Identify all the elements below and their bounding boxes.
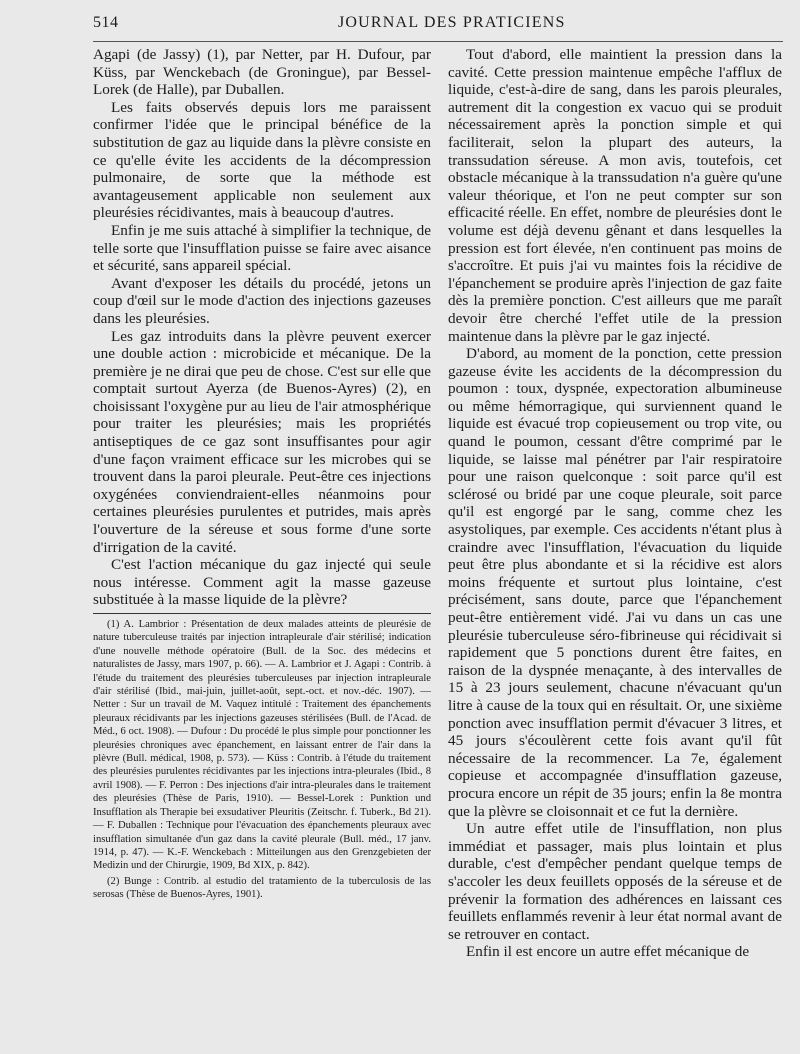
- running-title: JOURNAL DES PRATICIENS: [338, 14, 566, 31]
- page-header: [93, 14, 783, 38]
- paragraph: Agapi (de Jassy) (1), par Netter, par H. Dufour, par Küss, par Wenckebach (de Groningue), par Bessel-Lorek (de Halle), par Duballen.: [93, 46, 431, 99]
- footnote-rule: [93, 613, 431, 614]
- paragraph: D'abord, au moment de la ponction, cette pression gazeuse évite les accidents de la décompression du poumon : toux, dyspnée, expectoration albumineuse ou même hémorragique, qui surviennent quand le liquide est évacué trop copieusement ou trop vite, ou quand le poumon, cessant d'être comprimé par le liquide, se laisse mal pénétrer par l'air respiratoire pour une raison quelconque : soit parce qu'il est sclérosé ou bridé par une coque pleurale, soit parce qu'il est engorgé par le sang, comme chez les asystoliques, par exemple. Ces accidents n'étant plus à craindre avec l'insufflation, l'évacuation du liquide peut être plus abondante et si la récidive est alors moins fréquente et surtout plus lointaine, c'est précisément, sans doute, parce que l'épanchement peut-être entièrement vidé. J'ai vu dans un cas une pleurésie tuberculeuse séro-fibrineuse qui récidivait si rapidement que 5 ponctions durent être faites, en raison de la dyspnée menaçante, à des intervalles de 15 à 23 jours seulement, chacune n'évacuant qu'un litre à cause de la toux qui en résultait. Or, une sixième ponction avec insufflation permit d'évacuer 3 litres, et 45 jours s'écoulèrent cette fois avant qu'il fût nécessaire de la recommencer. La 7e, également copieuse et accompagnée d'insufflation gazeuse, procura encore un répit de 35 jours; enfin la 8e montra que la plèvre se cloisonnait et ce fut la dernière.: [448, 345, 782, 820]
- paragraph: Les faits observés depuis lors me paraissent confirmer l'idée que le principal bénéfice de la substitution de gaz au liquide dans la plèvre consiste en ce qu'elle évite les accidents de la décompression pulmonaire, de sorte que la méthode est avantageusement applicable non seulement aux pleurésies récidivantes, mais à beaucoup d'autres.: [93, 98, 431, 222]
- paragraph: Enfin il est encore un autre effet mécanique de: [466, 943, 750, 961]
- footnote: (1) A. Lambrior : Présentation de deux malades atteints de pleurésie de nature tuberculeuse traités par injection intrapleurale d'air stérilisé; indication d'une nouvelle méthode opératoire (Bull. de la Soc. des médecins et naturalistes de Jassy, mars 1907, p. 66). — A. Lambrior et J. Agapi : Contrib. à l'étude du traitement des pleurésies tuberculeuses par injection intrapleurale d'air stérilisé (Ibid., mai-juin, juillet-août, sept.-oct. et nov.-déc. 1907). — Netter : Sur un travail de M. Vaquez intitulé : Traitement des épanchements pleuraux récidivants par les injections gazeuses stérilisées (Bull. de l'Acad. de Méd., 6 oct. 1908). — Dufour : Du procédé le plus simple pour ponctionner les pleurésies chroniques avec épanchement, en laissant entrer de l'air dans la plèvre (Bull. médical, 1908, p. 573). — Küss : Contrib. à l'étude du traitement des pleurésies purulentes récidivantes par les injections intra-pleurales (Ibid., 8 avril 1908). — F. Perron : Des injections d'air intra-pleurales dans le traitement des pleurésies (Thèse de Paris, 1910). — Bessel-Lorek : Punktion und Insufflation als Therapie bei exsudativer Pleuritis (Zeitschr. f. Tuberk., Bd 21). — F. Duballen : Technique pour l'évacuation des épanchements pleuraux avec insufflation simultanée d'un gaz dans la cavité pleurale (Bull. méd., 17 janv. 1914, p. 47). — K.-F. Wenckebach : Mitteilungen aus den Grenzgebieten der Medizin und der Chirurgie, 1909, Bd XIX, p. 842).: [93, 619, 431, 872]
- paragraph: Un autre effet utile de l'insufflation, non plus immédiat et passager, mais plus lointain et plus durable, c'est d'empêcher pendant quelque temps de s'accoler les deux feuillets opposés de la séreuse et de prévenir la formation des adhérences en laissant ces feuillets enflammés revenir à leur état normal avant de se retrouver en contact.: [448, 820, 782, 943]
- page-number: 514: [93, 14, 119, 31]
- paragraph: Enfin je me suis attaché à simplifier la technique, de telle sorte que l'insufflation puisse se faire avec aisance et sécurité, sans appareil spécial.: [93, 221, 431, 275]
- paragraph: Avant d'exposer les détails du procédé, jetons un coup d'œil sur le mode d'action des injections gazeuses dans les pleurésies.: [93, 274, 431, 327]
- paragraph: Tout d'abord, elle maintient la pression dans la cavité. Cette pression maintenue empêche l'afflux de liquide, c'est-à-dire de sang, dans les parois pleurales, autrement dit la congestion ex vacuo qui se produit nécessairement après la ponction simple et qui faciliterait, selon la plupart des auteurs, la transsudation séreuse. A mon avis, toutefois, cet obstacle mécanique à la transsudation n'a guère qu'une valeur théorique, et l'on ne peut compter sur son efficacité réelle. En effet, nombre de pleurésies dont le volume est déjà devenu gênant et dans lesquelles la pression est fort élevée, n'en continuent pas moins de s'accroître. Et puis j'ai vu maintes fois la récidive de l'épanchement se produire après l'injection de gaz faite dès la première ponction. C'est ailleurs que me paraît devoir être cherché l'effet utile de la pression maintenue dans la plèvre par le gaz injecté.: [448, 46, 782, 345]
- paragraph: Les gaz introduits dans la plèvre peuvent exercer une double action : microbicide et mécanique. De la première je ne dirai que peu de chose. C'est sur elle que comptait surtout Ayerza (de Buenos-Ayres) (2), en choisissant l'oxygène pur au lieu de l'air atmosphérique pour traiter les pleurésies; mais les propriétés antiseptiques de ce gaz sont insuffisantes pour agir d'une façon vraiment efficace sur les microbes qui se trouvent dans la paroi pleurale. Peut-être ces injections oxygénées conviendraient-elles néanmoins pour certaines pleurésies purulentes et putrides, mais après l'ouverture de la séreuse et sous forme d'une sorte d'irrigation de la cavité.: [93, 327, 431, 556]
- footnote: (2) Bunge : Contrib. al estudio del tratamiento de la tuberculosis de las serosas (Thèse de Buenos-Ayres, 1901).: [93, 875, 431, 901]
- header-rule: [93, 41, 783, 42]
- right-column: [448, 46, 782, 961]
- left-column: [93, 46, 431, 902]
- paragraph: C'est l'action mécanique du gaz injecté qui seule nous intéresse. Comment agit la masse gazeuse substituée à la masse liquide de la plèvre?: [93, 556, 431, 609]
